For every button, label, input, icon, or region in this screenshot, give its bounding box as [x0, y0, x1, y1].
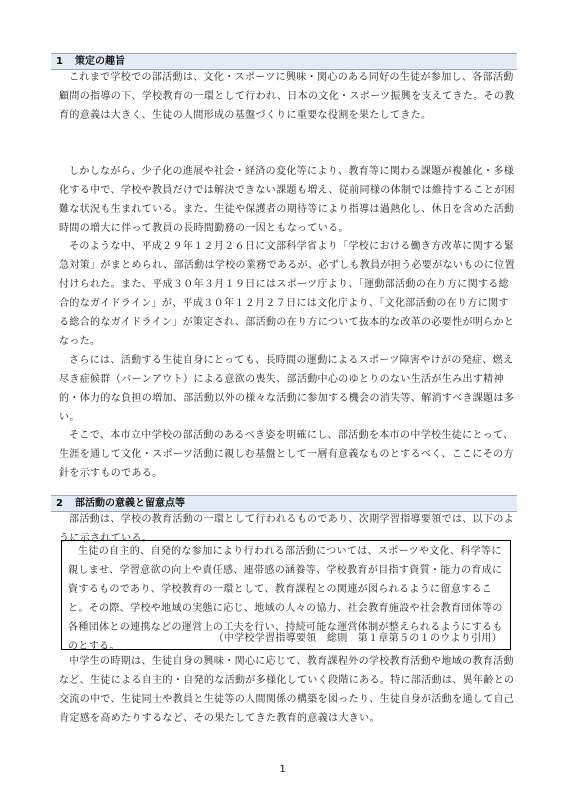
curriculum-quote-box: [61, 540, 511, 650]
section-2-closing-paragraph: 中学生の時期は、生徒自身の興味・関心に応じて、教育課程外の学校教育活動や地域の教育活動など、生徒による自主的・自発的な活動が多様化していく段階にある。特に部活動は、異年齢との交流の中で、生徒同士や教員と生徒等の人間関係の構築を図ったり、生徒自身が活動を通して自己肯定感を高めたりするなど、その果たしてきた教育的意義は大きい。: [59, 656, 515, 724]
curriculum-quote-text: 生徒の自主的、自発的な参加により行われる部活動については、スポーツや文化、科学等に親しませ、学習意欲の向上や責任感、連帯感の涵養等、学校教育が目指す資質・能力の育成に資するものであり、学校教育の一環として、教育課程との関連が図られるように留意すること。その際、学校や地域の実態に応じ、地域の人々の協力、社会教育施設や社会教育団体等の各種団体との連携などの運営上の工夫を行い、持続可能な運営体制が整えられるようにするものとする。: [68, 546, 503, 652]
section-2-heading: [51, 495, 517, 512]
section-1-paragraph-2: しかしながら、少子化の進展や社会・経済の変化等により、教育等に関わる課題が複雑化・多様化する中で、学校や教員だけでは解決できない課題も増え、従前同様の体制では維持することが困難な状況も生まれている。また、生徒や保護者の期待等により指導は過熱化し、休日を含めた活動時間の増大に伴って教員の長時間勤務の一因ともなっている。: [59, 166, 515, 234]
curriculum-quote-citation: （中学校学習指導要領 総則 第１章第５の１のウより引用）: [213, 633, 502, 644]
section-1-paragraph-3: そのような中、平成２９年１２月２６日に文部科学省より「学校における働き方改革に関する緊急対策」がまとめられ、部活動は学校の業務であるが、必ずしも教員が担う必要がないものに位置付けられた。また、平成３０年３月１９日にはスポーツ庁より、「運動部活動の在り方に関する総合的なガイドライン」が、平成３０年１２月２７日には文化庁より、「文化部活動の在り方に関する総合的なガイドライン」が策定され、部活動の在り方について抜本的な改革の必要性が明らかとなった。: [59, 241, 515, 347]
section-2-number: 2: [56, 498, 63, 509]
section-1-paragraph-5: そこで、本市立中学校の部活動のあるべき姿を明確にし、部活動を本市の中学校生徒にとって、生涯を通して文化・スポーツ活動に親しむ基盤として一層有意義なものとするべく、ここにその方針を示すものである。: [59, 430, 514, 479]
section-1-heading: [51, 53, 517, 70]
page-number: 1: [279, 764, 286, 775]
section-1-title: 策定の趣旨: [75, 56, 125, 67]
section-2-intro: 部活動は、学校の教育活動の一環として行われるものであり、次期学習指導要領では、以下のように示されている。: [59, 514, 515, 544]
section-1-number: 1: [56, 56, 63, 67]
section-1-paragraph-4: さらには、活動する生徒自身にとっても、長時間の運動によるスポーツ障害やけがの発症、燃え尽き症候群（バーンアウト）による意欲の喪失、部活動中心のゆとりのない生活が生み出す精神的・体力的な負担の増加、部活動以外の様々な活動に参加する機会の消失等、解消すべき課題は多い。: [59, 355, 515, 423]
section-2-title: 部活動の意義と留意点等: [75, 498, 185, 509]
section-1-paragraph-1: これまで学校での部活動は、文化・スポーツに興味・関心のある同好の生徒が参加し、各部活動顧問の指導の下、学校教育の一環として行われ、日本の文化・スポーツ振興を支えてきた。その教育的意義は大きく、生徒の人間形成の基盤づくりに重要な役割を果たしてきた。: [59, 72, 515, 121]
